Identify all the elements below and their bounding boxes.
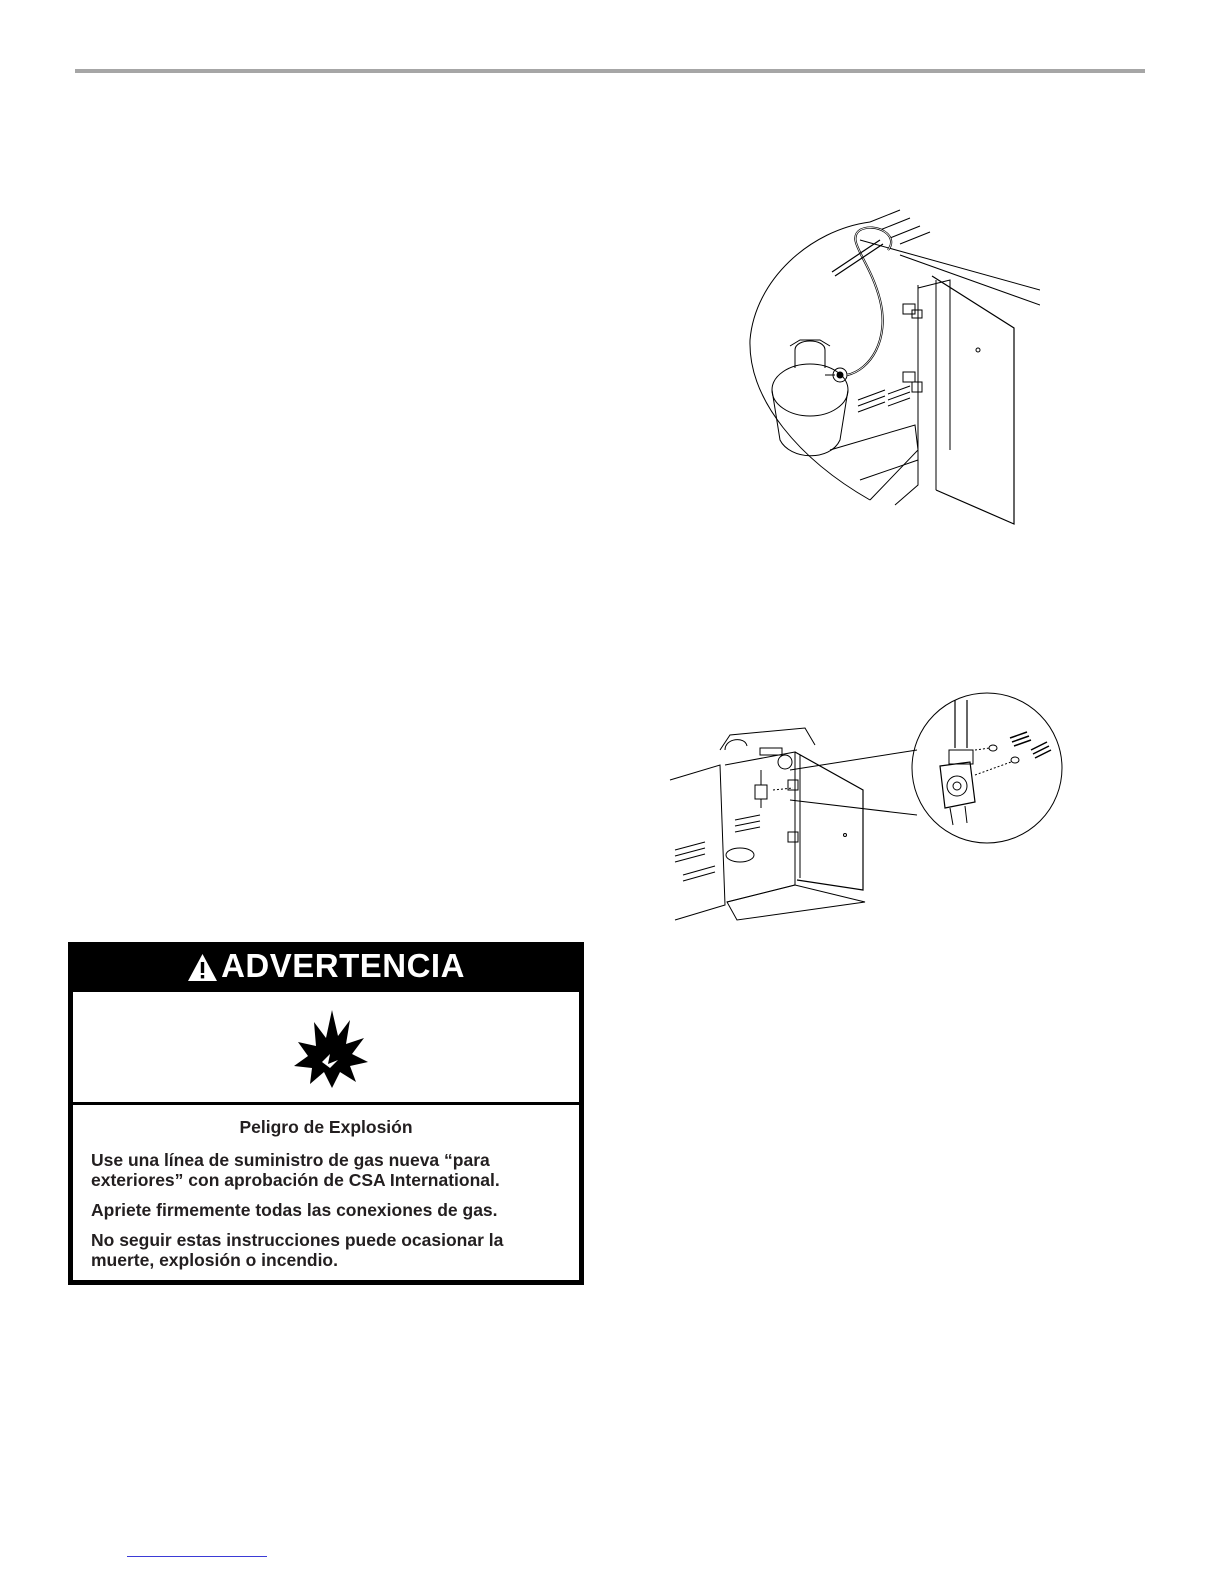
- warning-triangle-icon: [187, 953, 218, 982]
- header-rule: [75, 69, 1145, 73]
- hazard-name: Peligro de Explosión: [239, 1117, 413, 1137]
- explosion-icon: [286, 1004, 376, 1094]
- warning-header: [68, 942, 584, 990]
- warning-text-panel: [73, 1105, 579, 1280]
- warning-consequence: No seguir estas instrucciones puede ocasionar la muerte, explosión o incendio.: [91, 1230, 504, 1270]
- warning-symbol-panel: [73, 992, 579, 1102]
- warning-instruction: Use una línea de suministro de gas nueva “para exteriores” con aprobación de CSA International.: [91, 1150, 500, 1190]
- warning-instruction: Apriete firmemente todas las conexiones de gas.: [91, 1200, 498, 1220]
- footer-rule: [127, 1556, 267, 1557]
- warning-box: [68, 942, 584, 1285]
- lp-tank-connection-illustration: [740, 200, 1040, 530]
- warning-title: ADVERTENCIA: [221, 947, 465, 984]
- natural-gas-regulator-illustration: [665, 690, 1065, 925]
